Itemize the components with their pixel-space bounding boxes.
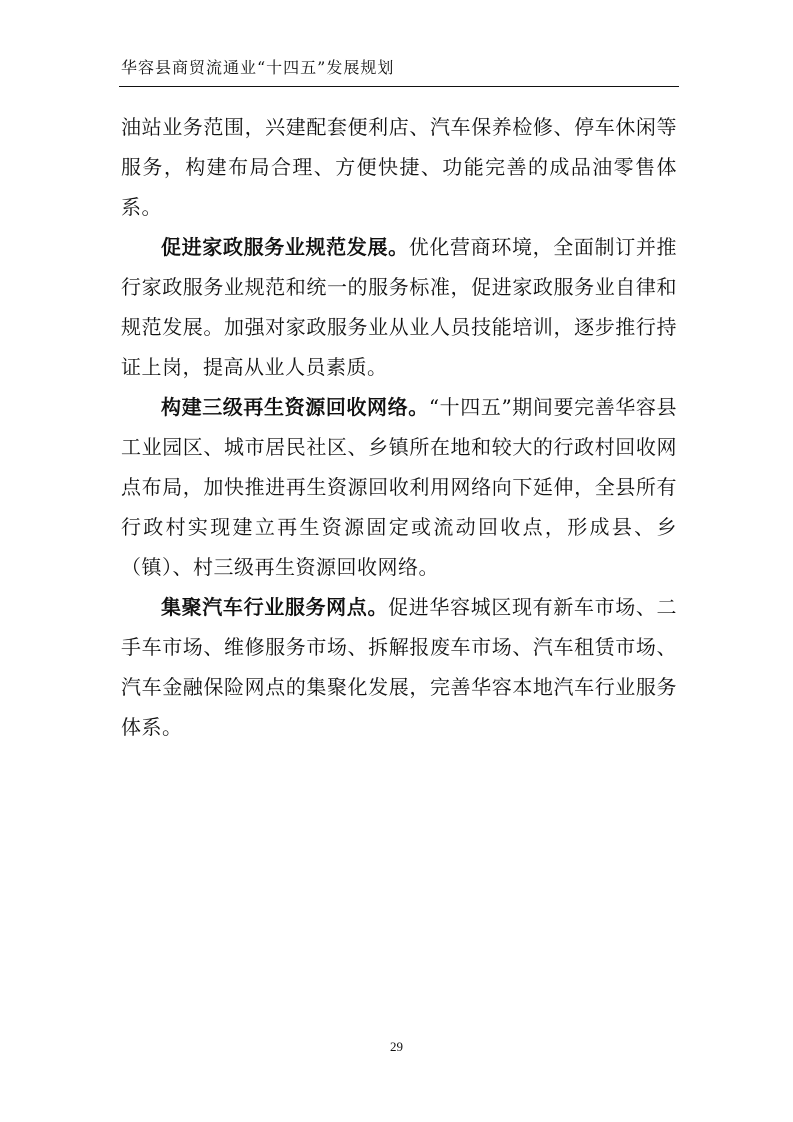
header-divider xyxy=(119,86,679,87)
page-number: 29 xyxy=(390,1039,403,1054)
paragraph-text: 优化营商环境，全面制订并推行家政服务业规范和统一的服务标准，促进家政服务业自律和规范发展。加强对家政服务业从业人员技能培训，逐步推行持证上岗，提高从业人员素质。 xyxy=(121,235,677,379)
paragraph-gas-station-continuation xyxy=(121,107,677,227)
document-header-title: 华容县商贸流通业“十四五”发展规划 xyxy=(121,58,395,77)
paragraph-text: 促进华容城区现有新车市场、二手车市场、维修服务市场、拆解报废车市场、汽车租赁市场、汽车金融保险网点的集聚化发展，完善华容本地汽车行业服务体系。 xyxy=(121,595,678,739)
paragraph-housekeeping-services xyxy=(121,227,677,387)
paragraph-lead: 构建三级再生资源回收网络。 xyxy=(161,395,429,419)
paragraph-lead: 促进家政服务业规范发展。 xyxy=(161,235,409,259)
paragraph-text: “十四五”期间要完善华容县工业园区、城市居民社区、乡镇所在地和较大的行政村回收网点布局，加快推进再生资源回收利用网络向下延伸，全县所有行政村实现建立再生资源固定或流动回收点，形成县、乡（镇）、村三级再生资源回收网络。 xyxy=(121,395,677,579)
paragraph-automotive-services xyxy=(121,587,677,747)
paragraph-recycling-network xyxy=(121,387,677,587)
paragraph-lead: 集聚汽车行业服务网点。 xyxy=(161,595,389,619)
paragraph-text: 油站业务范围，兴建配套便利店、汽车保养检修、停车休闲等服务，构建布局合理、方便快捷、功能完善的成品油零售体系。 xyxy=(121,115,677,219)
document-body xyxy=(121,107,677,747)
